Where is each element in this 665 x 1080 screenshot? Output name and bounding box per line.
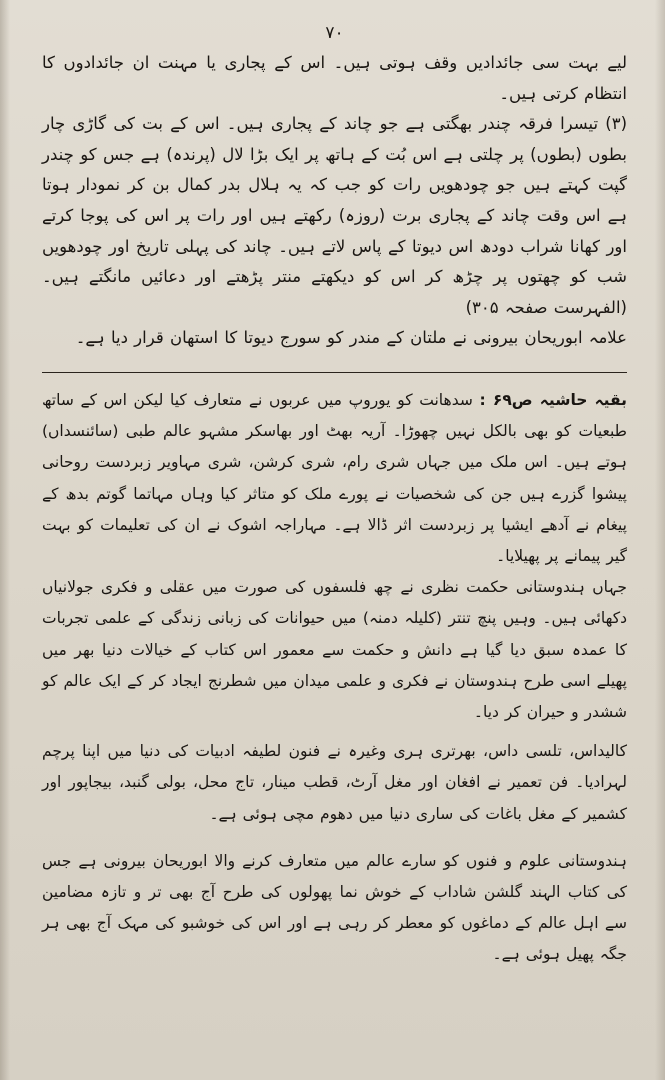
footnote-paragraph [42,572,627,728]
page-number: ۷۰ [325,23,344,43]
main-paragraph: علامہ ابوریحان بیرونی نے ملتان کے مندر کو سورج دیوتا کا استھان قرار دیا ہے۔ [75,328,627,348]
main-paragraph: لیے بہت سی جائدادیں وقف ہوتی ہیں۔ اس کے پجاری یا مہنت ان جائدادوں کا انتظام کرتی ہیں۔ [42,53,627,103]
page-edge-shadow [0,0,10,1080]
footnote-text: کالیداس، تلسی داس، بھرتری ہری وغیرہ نے فنون لطیفہ ادبیات کی دنیا میں اپنا پرچم لہرادیا۔ فن تعمیر نے افغان اور مغل آرٹ، قطب مینار، تاج محل، بولی گنبد، بیجاپور اور کشمیر کے مغل باغات کی ساری دنیا میں دھوم مچی ہوئی ہے۔ [42,742,627,823]
footnote-divider [42,372,627,373]
footnote-paragraph [42,846,627,971]
main-paragraph: (۳) تیسرا فرقہ چندر بھگتی ہے جو چاند کے پجاری ہیں۔ اس کے بت کی گاڑی چار بطوں (بطوں) پر چلتی ہے اس بُت کے ہاتھ پر ایک بڑا لال (پرندہ) ہے جس کو چندر گپت کہتے ہیں جو چودھویں رات کو جب کہ یہ ہلال بدر کمال بن کر نمودار ہوتا ہے اس وقت چاند کے پجاری برت (روزہ) رکھتے ہیں اور رات پر اس کی پوجا کرتے اور کھانا شراب دودھ اس دیوتا کے پاس لاتے ہیں۔ چاند کی پہلی تاریخ اور چودھویں شب کو چھتوں پر چڑھ کر اس کو دیکھتے منتر پڑھتے اور دعائیں مانگتے ہیں۔ (الفہرست صفحہ ۳۰۵) [42,114,627,317]
footnote-paragraph [42,385,627,572]
page-edge-shadow [655,0,665,1080]
footnote-lead: بقیہ حاشیہ ص۶۹ : [479,390,627,409]
footnotes [42,385,627,971]
footnote-text: ہندوستانی علوم و فنوں کو سارے عالم میں متعارف کرنے والا ابوریحان بیرونی ہے جس کی کتاب الہند گلشن شاداب کے خوش نما پھولوں کی طرح آج بھی تر و تازہ مضامین سے اہل عالم کے دماغوں کو معطر کر رہی ہے اور اس کی خوشبو کی مہک آج بھی ہر جگہ پھیل ہوئی ہے۔ [42,851,627,964]
footnote-text: سدھانت کو یوروپ میں عربوں نے متعارف کیا لیکن اس کے ساتھ طبعیات کو بھی بالکل نہیں چھوڑا۔ آریہ بھٹ اور بھاسکر مشہو عالم طبی (سائنسداں) ہوتے ہیں۔ اس ملک میں جہاں شری رام، شری کرشن، شری مہاویر زبردست روحانی پیشوا گزرے ہیں جن کی شخصیات نے پورے ملک کو متاثر کیا وہاں مہاتما گوتم بدھ کے پیغام نے آدھے ایشیا پر زبردست اثر ڈالا ہے۔ مہاراجہ اشوک نے ان کی تعلیمات کو بہت گیر پیمانے پر پھیلایا۔ [42,390,627,565]
footnote-text: جہاں ہندوستانی حکمت نظری نے چھ فلسفوں کی صورت میں عقلی و فکری جولانیاں دکھائی ہیں۔ وہیں پنچ تنتر (کلیلہ دمنہ) میں حیوانات کی زبانی زندگی کے علمی تجربات کا عمدہ سبق دیا گیا ہے دانش و حکمت سے معمور اس کتاب کے خیالات دنیا بھر میں پھیلے اسی طرح ہندوستان نے فکری و علمی میدان میں شطرنج ایجاد کر کے ایک عالم کو ششدر و حیران کر دیا۔ [42,578,627,721]
footnote-paragraph [42,736,627,830]
main-text [42,48,627,354]
